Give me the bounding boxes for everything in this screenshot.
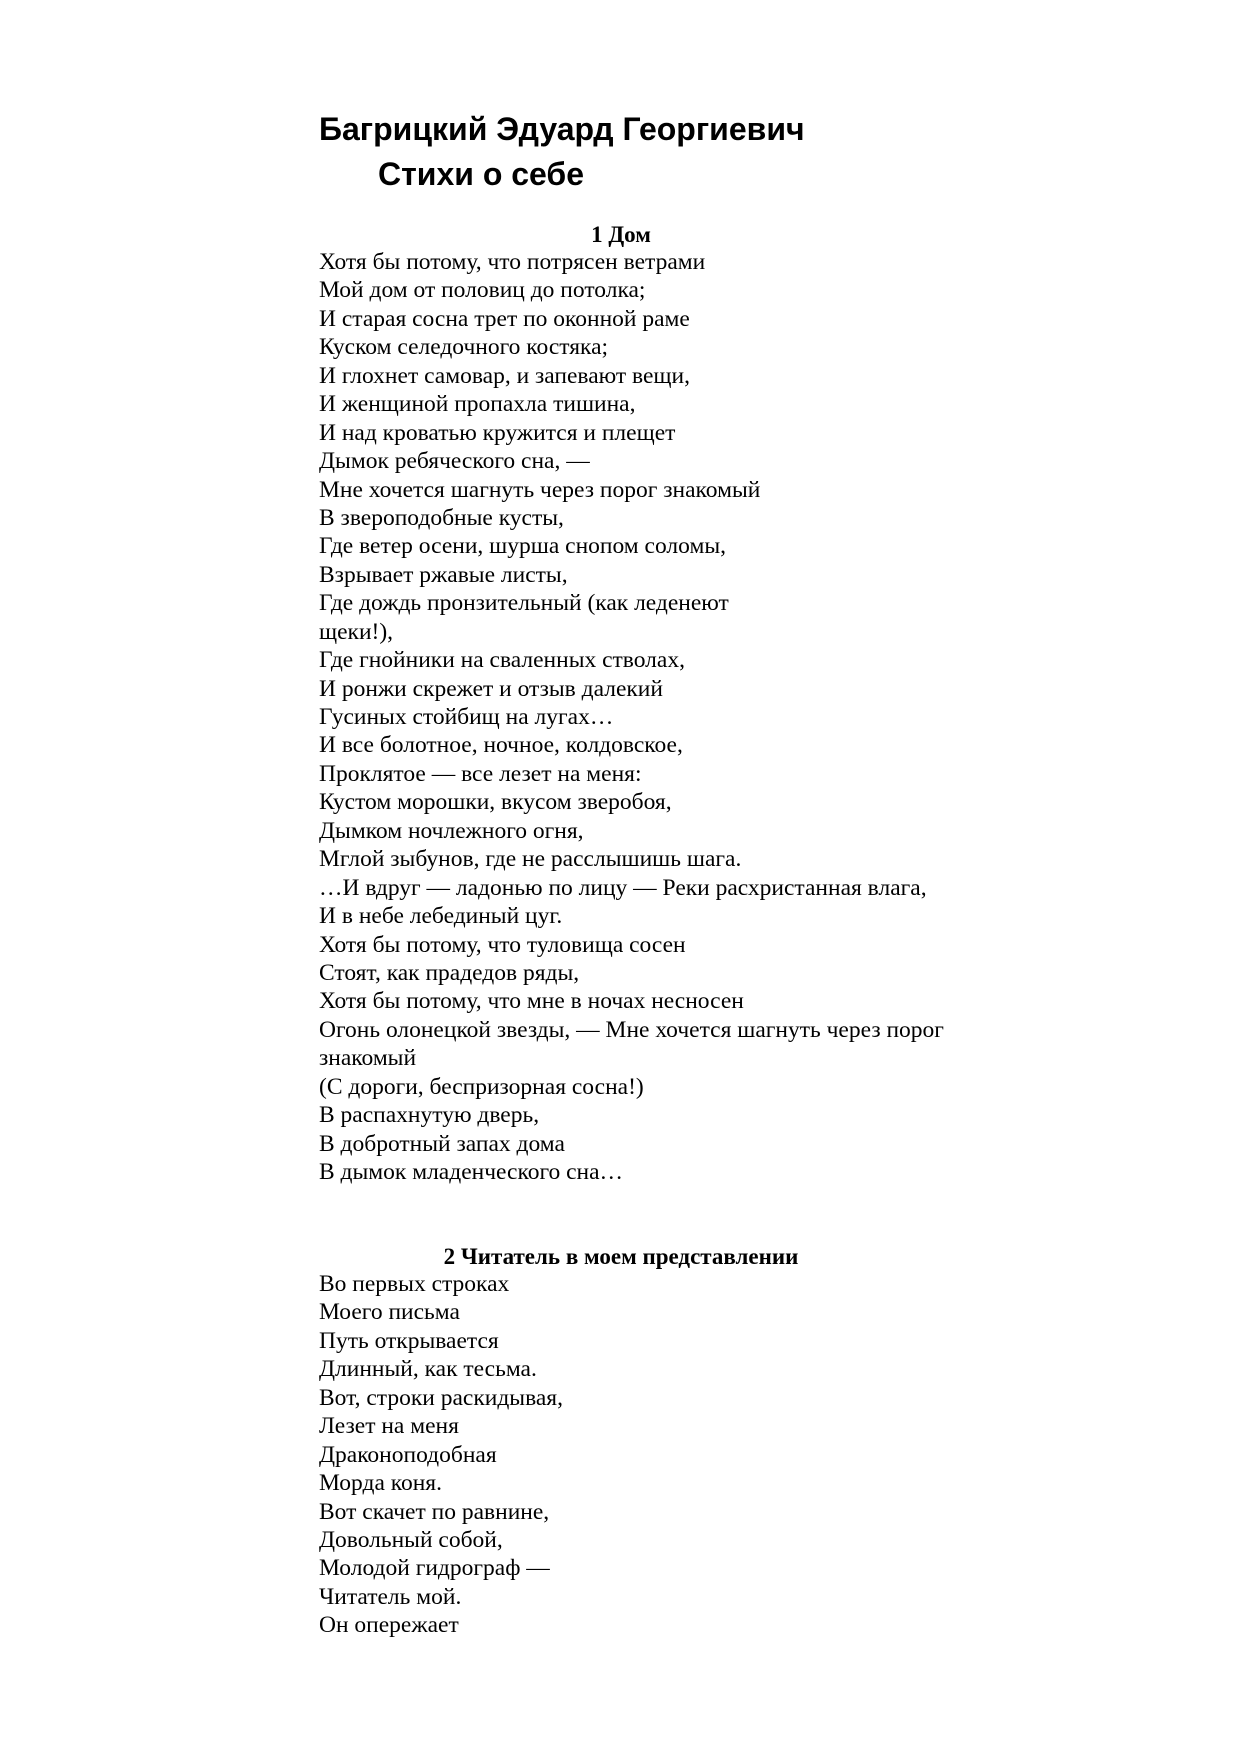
poem-line: И все болотное, ночное, колдовское,	[319, 732, 683, 759]
poem-line: Гусиных стойбищ на лугах…	[319, 704, 614, 730]
poem-line: И глохнет самовар, и запевают вещи,	[319, 362, 690, 389]
poem-line: Мне хочется шагнуть через порог знакомый	[319, 476, 761, 503]
poem-line: (С дороги, беспризорная сосна!)	[319, 1073, 644, 1100]
poem-line: Взрывает ржавые листы,	[319, 561, 568, 588]
poem-line: Стоят, как прадедов ряды,	[319, 959, 580, 986]
document-title: Стихи о себе	[378, 156, 584, 192]
poem-line: Дымок ребяческого сна, —	[319, 448, 590, 475]
poem-line: Огонь олонецкой звезды, — Мне хочется шагнуть через порог	[319, 1016, 944, 1043]
poem-line: Вот скачет по равнине,	[319, 1498, 550, 1525]
poem-line: Морда коня.	[319, 1470, 442, 1497]
poem-body	[319, 248, 944, 1186]
poem-line: Читатель мой.	[319, 1583, 462, 1610]
author-name: Багрицкий Эдуард Георгиевич	[319, 111, 805, 147]
poem-line: Во первых строках	[319, 1271, 510, 1297]
poem-line: В дымок младенческого сна…	[319, 1159, 624, 1185]
poem-line: Путь открывается	[319, 1327, 499, 1354]
poem-line: Проклятое — все лезет на меня:	[319, 760, 642, 787]
poem-line: Мой дом от половиц до потолка;	[319, 277, 646, 304]
poem-line: Лезет на меня	[319, 1413, 459, 1440]
poem-line: Дымком ночлежного огня,	[319, 817, 584, 844]
poem-line: Кустом морошки, вкусом зверобоя,	[319, 789, 672, 816]
poem-line: И в небе лебединый цуг.	[319, 903, 563, 930]
poem-line: Довольный собой,	[319, 1526, 503, 1553]
poem-line: Хотя бы потому, что туловища сосен	[319, 931, 686, 958]
poem-line: Где ветер осени, шурша снопом соломы,	[319, 533, 726, 560]
poem-line: Мглой зыбунов, где не расслышишь шага.	[319, 846, 742, 873]
poem-line: Моего письма	[319, 1299, 460, 1326]
poem-line: И старая сосна трет по оконной раме	[319, 305, 690, 332]
poem-line: Длинный, как тесьма.	[319, 1356, 537, 1383]
poem-line: Он опережает	[319, 1612, 459, 1639]
poem-line: Хотя бы потому, что мне в ночах несносен	[319, 988, 744, 1015]
poem-heading: 1 Дом	[591, 222, 651, 247]
poem-line: В распахнутую дверь,	[319, 1102, 540, 1129]
poem-line: Где гнойники на сваленных стволах,	[319, 647, 685, 674]
poem-line: Хотя бы потому, что потрясен ветрами	[319, 249, 706, 275]
poem-line: Драконоподобная	[319, 1441, 497, 1468]
poem-line: Вот, строки раскидывая,	[319, 1384, 563, 1411]
poem-line: Молодой гидрограф —	[319, 1555, 550, 1582]
poem-line: И женщиной пропахла тишина,	[319, 391, 636, 418]
poem-line: И над кроватью кружится и плещет	[319, 419, 676, 446]
poem-line: знакомый	[319, 1045, 417, 1072]
poem-line: щеки!),	[319, 618, 394, 645]
poem-body	[319, 1270, 563, 1640]
poem-line: Где дождь пронзительный (как леденеют	[319, 590, 729, 617]
poem-heading: 2 Читатель в моем представлении	[443, 1244, 799, 1269]
poem-line: И ронжи скрежет и отзыв далекий	[319, 675, 663, 702]
poem-line: Куском селедочного костяка;	[319, 334, 609, 361]
poem-line: …И вдруг — ладонью по лицу — Реки расхристанная влага,	[319, 874, 927, 901]
poem-line: В звероподобные кусты,	[319, 504, 564, 531]
poem-line: В добротный запах дома	[319, 1130, 565, 1157]
